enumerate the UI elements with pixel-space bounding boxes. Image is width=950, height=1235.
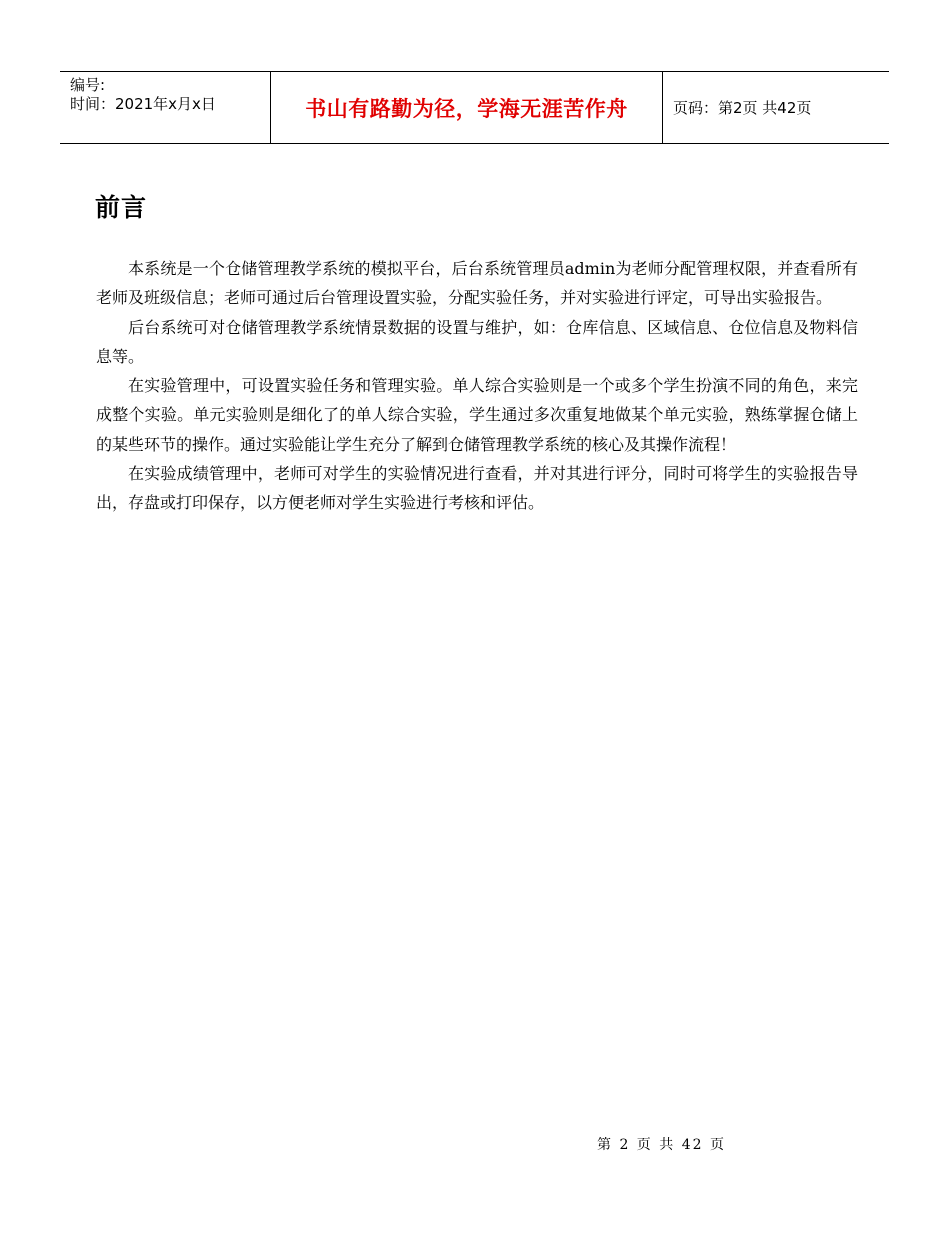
motto-text: 书山有路勤为径，学海无涯苦作舟 — [305, 95, 628, 121]
header-motto-cell — [271, 72, 663, 143]
page-label: 页码：第2页 共42页 — [673, 99, 812, 117]
paragraph: 在实验管理中，可设置实验任务和管理实验。单人综合实验则是一个或多个学生扮演不同的角色，来完成整个实验。单元实验则是细化了的单人综合实验，学生通过多次重复地做某个单元实验，熟练掌握仓储上的某些环节的操作。通过实验能让学生充分了解到仓储管理教学系统的核心及其操作流程！ — [96, 376, 858, 454]
section-title: 前言 — [95, 193, 148, 222]
header-page-cell — [663, 72, 889, 143]
page-header — [60, 71, 889, 144]
paragraph: 后台系统可对仓储管理教学系统情景数据的设置与维护，如：仓库信息、区域信息、仓位信息及物料信息等。 — [96, 317, 858, 366]
paragraph: 在实验成绩管理中，老师可对学生的实验情况进行查看，并对其进行评分，同时可将学生的实验报告导出，存盘或打印保存，以方便老师对学生实验进行考核和评估。 — [96, 464, 858, 513]
time-label: 时间：2021年x月x日 — [70, 95, 216, 113]
paragraph: 本系统是一个仓储管理教学系统的模拟平台，后台系统管理员admin为老师分配管理权限，并查看所有老师及班级信息；老师可通过后台管理设置实验，分配实验任务，并对实验进行评定，可导出实验报告。 — [96, 259, 858, 308]
header-meta-cell — [60, 72, 271, 143]
body-text — [96, 254, 858, 518]
page-footer: 第 2 页 共 42 页 — [597, 1137, 726, 1153]
number-label: 编号: — [70, 76, 106, 94]
